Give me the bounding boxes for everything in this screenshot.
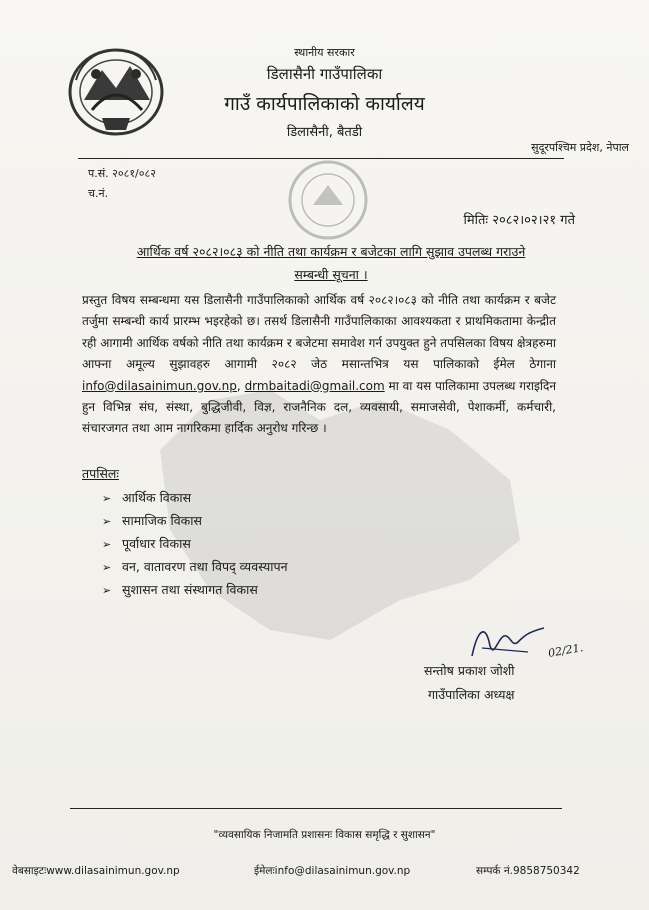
footer-phone: सम्पर्क नं.9858750342 xyxy=(476,865,580,877)
subject-line-1: आर्थिक वर्ष २०८२।०८३ को नीति तथा कार्यक्रम र बजेटका लागि सुझाव उपलब्ध गराउने xyxy=(136,244,526,259)
signatory-name: सन्तोष प्रकाश जोशी xyxy=(424,663,515,678)
signatory-title: गाउँपालिका अध्यक्ष xyxy=(428,687,515,702)
email-link-info[interactable]: info@dilasainimun.gov.np xyxy=(82,378,237,393)
reference-number: प.सं. २०८१/०८२ xyxy=(88,167,156,180)
topic-list xyxy=(102,486,288,601)
header-province: सुदूरपश्चिम प्रदेश, नेपाल xyxy=(531,141,629,154)
arrow-bullet-icon: ➢ xyxy=(102,515,112,528)
header-local-government: स्थानीय सरकार xyxy=(294,46,355,59)
list-item: ➢ सुशासन तथा संस्थागत विकास xyxy=(102,578,288,601)
arrow-bullet-icon: ➢ xyxy=(102,561,112,574)
body-paragraph xyxy=(82,290,556,440)
slogan: "व्यवसायिक निजामति प्रशासनः विकास समृद्धि र सुशासन" xyxy=(213,829,436,841)
letter-date: मितिः २०८२।०२।२१ गते xyxy=(463,213,575,228)
email-link-drm[interactable]: drmbaitadi@gmail.com xyxy=(244,378,385,393)
body-comma: , xyxy=(236,378,241,393)
footer-divider xyxy=(70,808,562,809)
list-item: ➢ आर्थिक विकास xyxy=(102,486,288,509)
tapasil-label: तपसिलः xyxy=(82,466,119,481)
footer-website: वेबसाइटःwww.dilasainimun.gov.np xyxy=(12,865,180,877)
office-stamp-icon xyxy=(283,155,373,245)
footer-email: ईमेलःinfo@dilasainimun.gov.np xyxy=(254,865,411,877)
body-text-part-1: प्रस्तुत विषय सम्बन्धमा यस डिलासैनी गाउँपालिकाको आर्थिक वर्ष २०८२।०८३ को नीति तथा कार्यक्रम र बजेट तर्जुमा सम्बन्धी कार्य प्रारम्भ भइरहेको छ। तसर्थ डिलासैनी गाउँपालिकाका आवश्यकता र प्राथमिकतामा केन्द्रीत रही आगामी आर्थिक वर्षको नीति तथा कार्यक्रम र बजेटमा समावेश गर्न उपयुक्त हुने तपसिलका विषय क्षेत्रहरुमा आफ्ना अमूल्य सुझावहरु आगामी २०८२ जेठ मसान्तभित्र यस पालिकाको ईमेल ठेगाना xyxy=(82,293,556,372)
arrow-bullet-icon: ➢ xyxy=(102,584,112,597)
list-item: ➢ पूर्वाधार विकास xyxy=(102,532,288,555)
list-item: ➢ सामाजिक विकास xyxy=(102,509,288,532)
list-item: ➢ वन, वातावरण तथा विपद् व्यवस्यापन xyxy=(102,555,288,578)
header-municipality-name: डिलासैनी गाउँपालिका xyxy=(266,65,383,83)
handwritten-signature-icon xyxy=(468,618,548,662)
dispatch-number: च.नं. xyxy=(88,187,109,200)
body-text-part-2: मा वा यस पालिकामा उपलब्ध गराइदिन हुन विभिन्न संघ, संस्था, बुद्धिजीवी, विज्ञ, राजनैनिक दल, व्यवसायी, समाजसेवी, पेशाकर्मी, कर्मचारी, संचारजगत तथा आम नागरिकमा हार्दिक अनुरोध गरिन्छ । xyxy=(82,378,556,436)
subject-line-2: सम्बन्धी सूचना । xyxy=(294,267,368,282)
arrow-bullet-icon: ➢ xyxy=(102,538,112,551)
header-office-name: गाउँ कार्यपालिकाको कार्यालय xyxy=(224,93,425,115)
header-address: डिलासैनी, बैतडी xyxy=(286,125,363,140)
signature-date: 02/21. xyxy=(547,641,585,660)
arrow-bullet-icon: ➢ xyxy=(102,492,112,505)
